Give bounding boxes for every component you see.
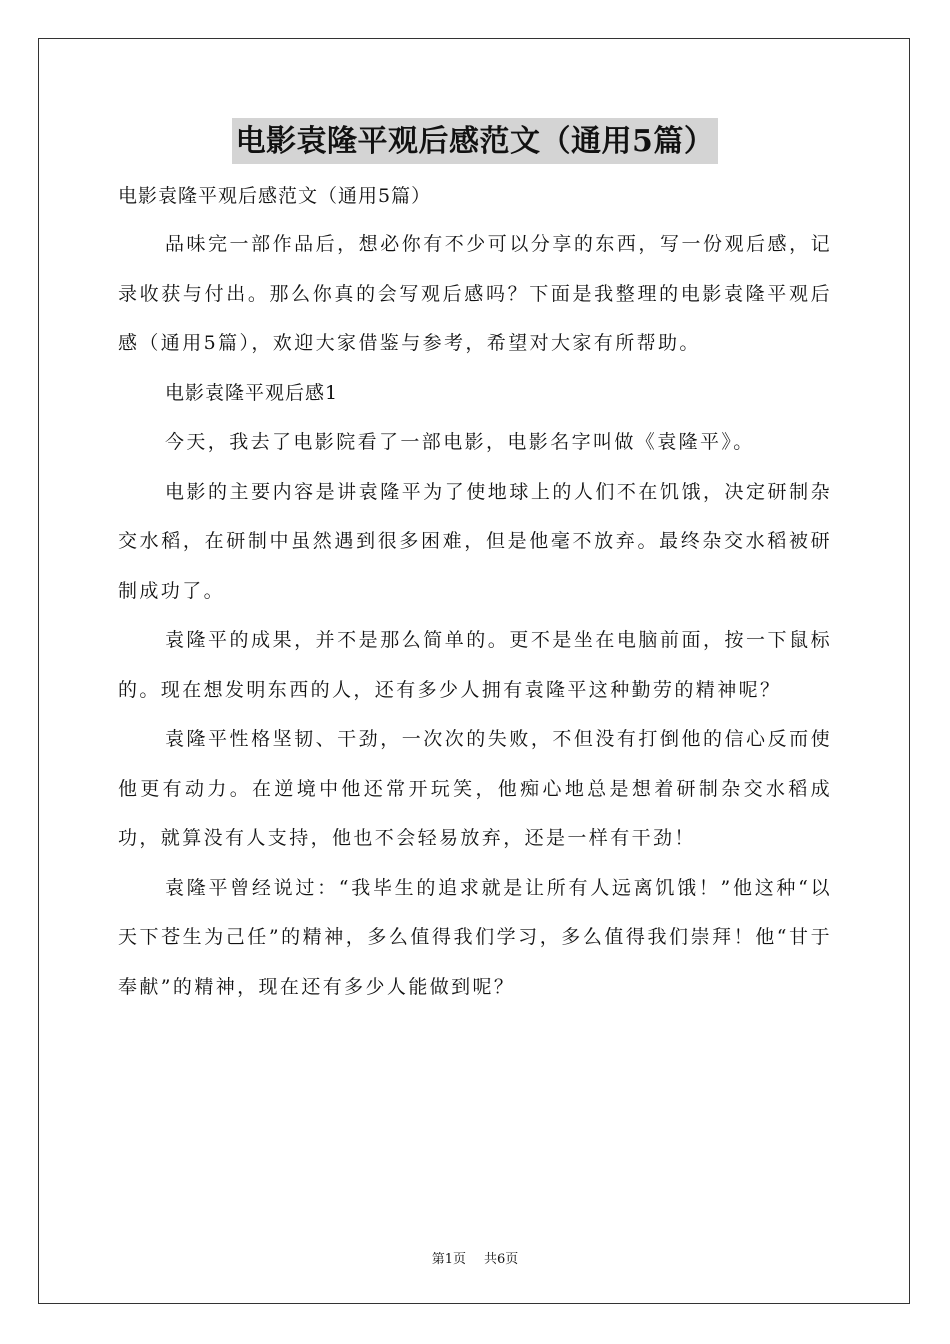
paragraph: 袁隆平曾经说过：“我毕生的追求就是让所有人远离饥饿！”他这种“以天下苍生为己任”的精神，多么值得我们学习，多么值得我们崇拜！他“甘于奉献”的精神，现在还有多少人能做到呢？: [118, 876, 832, 998]
section-heading: 电影袁隆平观后感1: [165, 381, 339, 404]
page-number-total: 共6页: [484, 1252, 519, 1267]
paragraph: 今天，我去了电影院看了一部电影，电影名字叫做《袁隆平》。: [165, 431, 755, 453]
page-footer: [0, 1248, 950, 1267]
document-subtitle: 电影袁隆平观后感范文（通用5篇）: [118, 185, 432, 207]
document-title: 电影袁隆平观后感范文（通用5篇）: [232, 118, 719, 164]
paragraph-intro: 品味完一部作品后，想必你有不少可以分享的东西，写一份观后感，记录收获与付出。那么你真的会写观后感吗？下面是我整理的电影袁隆平观后感（通用5篇），欢迎大家借鉴与参考，希望对大家有所帮助。: [118, 233, 832, 354]
paragraph: 袁隆平性格坚韧、干劲，一次次的失败，不但没有打倒他的信心反而使他更有动力。在逆境中他还常开玩笑，他痴心地总是想着研制杂交水稻成功，就算没有人支持，他也不会轻易放弃，还是一样有干劲！: [118, 728, 832, 849]
title-wrap: [118, 118, 832, 170]
paragraph: 袁隆平的成果，并不是那么简单的。更不是坐在电脑前面，按一下鼠标的。现在想发明东西的人，还有多少人拥有袁隆平这种勤劳的精神呢？: [118, 629, 832, 701]
paragraph: 电影的主要内容是讲袁隆平为了使地球上的人们不在饥饿，决定研制杂交水稻，在研制中虽然遇到很多困难，但是他毫不放弃。最终杂交水稻被研制成功了。: [118, 480, 832, 602]
page-number-current: 第1页: [431, 1252, 466, 1267]
document-body: [118, 118, 832, 1012]
